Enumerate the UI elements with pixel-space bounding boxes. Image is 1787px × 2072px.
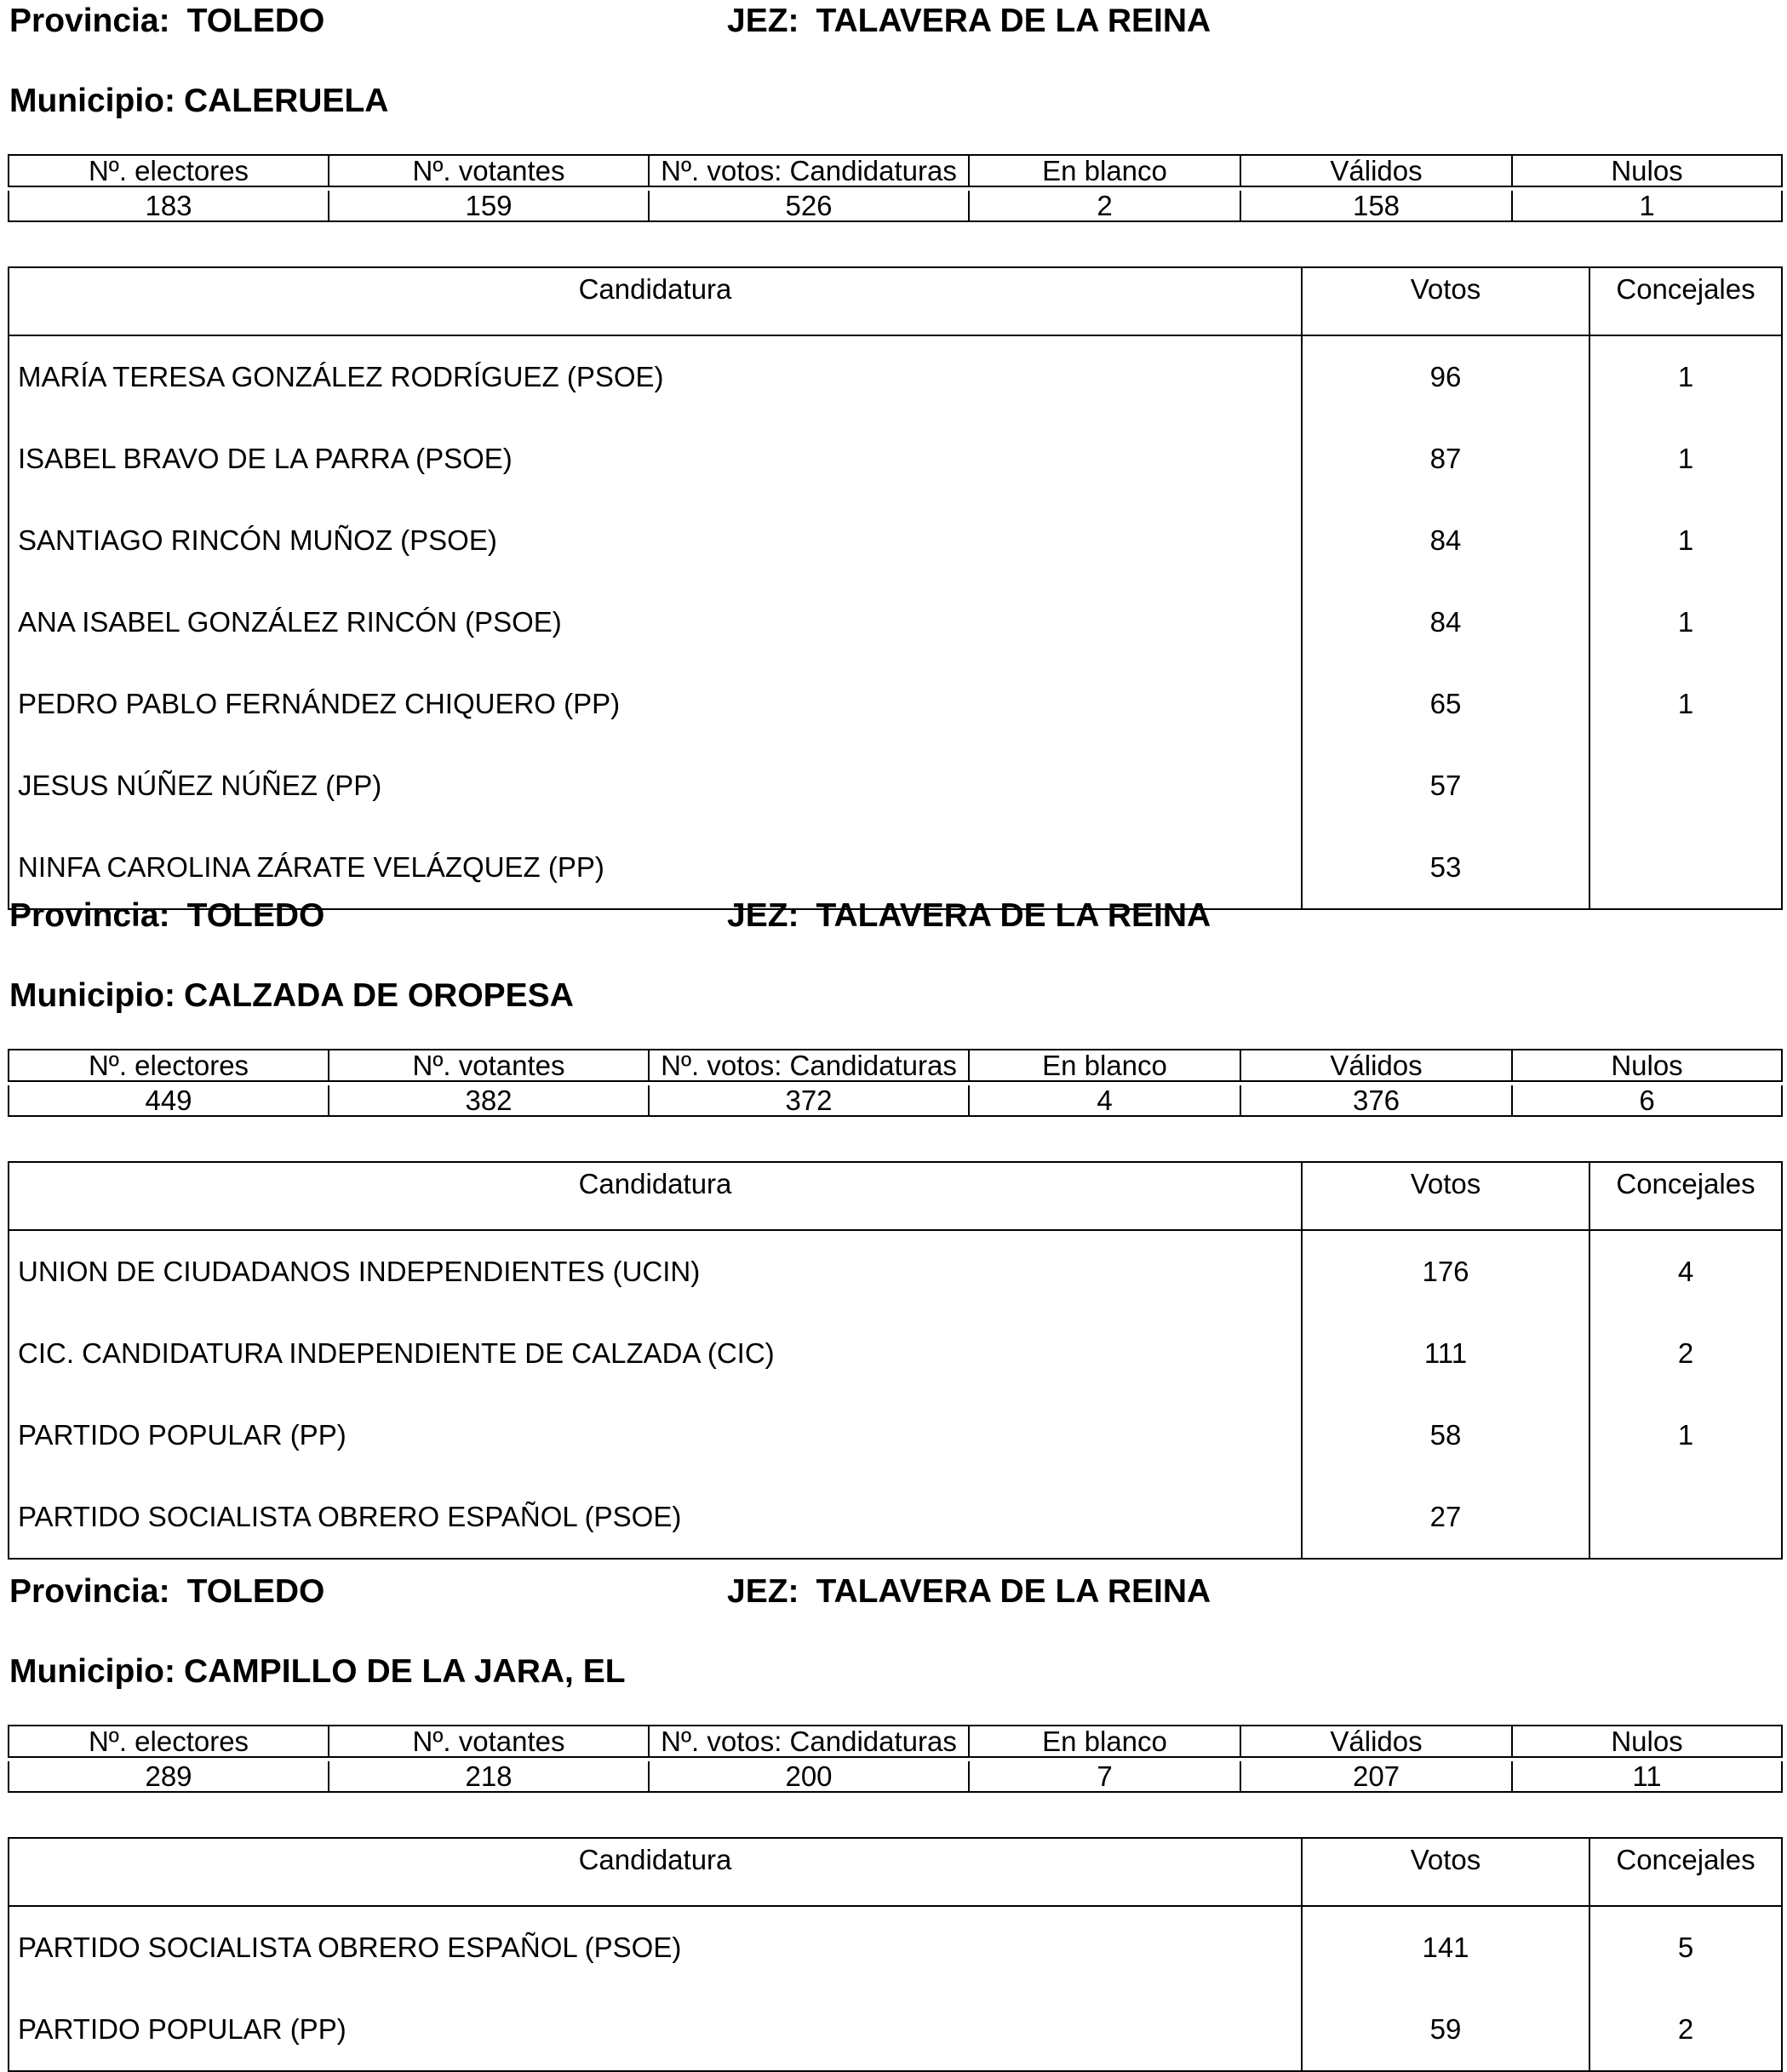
candidate-seats [1589, 827, 1782, 909]
stats-value-cell: 7 [969, 1761, 1240, 1792]
provincia-label: Provincia: [9, 3, 170, 39]
stats-header-cell: En blanco [969, 1050, 1240, 1081]
candidates-header-cell: Candidatura [9, 267, 1302, 335]
municipio-line [9, 975, 574, 1017]
stats-header-cell: Nº. electores [9, 1726, 329, 1757]
stats-value-cell: 526 [649, 191, 969, 221]
stats-header-cell: Nº. electores [9, 1050, 329, 1081]
stats-value-cell: 2 [969, 191, 1240, 221]
candidates-header-cell: Votos [1302, 1162, 1589, 1230]
candidates-header-row [9, 1838, 1782, 1906]
stats-header-cell: En blanco [969, 155, 1240, 186]
candidate-name: PARTIDO SOCIALISTA OBRERO ESPAÑOL (PSOE) [9, 1906, 1302, 1989]
municipio-label: Municipio: [9, 83, 175, 119]
stats-value-cell: 4 [969, 1085, 1240, 1116]
municipio-label: Municipio: [9, 977, 175, 1014]
stats-header-row [9, 1050, 1782, 1081]
jez-label: JEZ: [727, 3, 799, 39]
candidate-name: ANA ISABEL GONZÁLEZ RINCÓN (PSOE) [9, 581, 1302, 663]
candidate-votes: 65 [1302, 663, 1589, 745]
provincia-value: TOLEDO [186, 1573, 325, 1610]
municipio-label: Municipio: [9, 1653, 175, 1690]
stats-header-cell: Nº. votos: Candidaturas [649, 1050, 969, 1081]
jez-value: TALAVERA DE LA REINA [816, 1573, 1211, 1610]
jez-value: TALAVERA DE LA REINA [816, 897, 1211, 934]
stats-value-cell: 183 [9, 191, 329, 221]
candidate-seats: 1 [1589, 1394, 1782, 1476]
stats-values-row [9, 1761, 1782, 1792]
stats-value-cell: 207 [1240, 1761, 1512, 1792]
stats-header-cell: En blanco [969, 1726, 1240, 1757]
candidate-row [9, 1230, 1782, 1313]
candidate-votes: 53 [1302, 827, 1589, 909]
candidate-row [9, 1906, 1782, 1989]
stats-value-cell: 382 [329, 1085, 649, 1116]
stats-value-cell: 158 [1240, 191, 1512, 221]
candidate-votes: 58 [1302, 1394, 1589, 1476]
municipio-value: CAMPILLO DE LA JARA, EL [183, 1653, 626, 1690]
candidate-row [9, 418, 1782, 500]
candidate-seats: 5 [1589, 1906, 1782, 1989]
candidate-name: NINFA CAROLINA ZÁRATE VELÁZQUEZ (PP) [9, 827, 1302, 909]
candidate-name: PARTIDO SOCIALISTA OBRERO ESPAÑOL (PSOE) [9, 1476, 1302, 1559]
candidates-header-row [9, 1162, 1782, 1230]
candidate-votes: 27 [1302, 1476, 1589, 1559]
candidate-name: SANTIAGO RINCÓN MUÑOZ (PSOE) [9, 500, 1302, 581]
candidate-row [9, 335, 1782, 418]
candidate-name: PARTIDO POPULAR (PP) [9, 1989, 1302, 2071]
candidate-name: ISABEL BRAVO DE LA PARRA (PSOE) [9, 418, 1302, 500]
stats-header-cell: Nº. votantes [329, 1726, 649, 1757]
candidate-row [9, 1394, 1782, 1476]
provincia-line [9, 0, 324, 43]
candidates-header-cell: Concejales [1589, 267, 1782, 335]
candidates-header-cell: Candidatura [9, 1838, 1302, 1906]
stats-value-cell: 6 [1512, 1085, 1782, 1116]
municipio-line [9, 1651, 626, 1693]
stats-table [8, 1725, 1783, 1793]
stats-value-cell: 289 [9, 1761, 329, 1792]
candidates-header-row [9, 267, 1782, 335]
candidate-votes: 141 [1302, 1906, 1589, 1989]
candidate-seats: 2 [1589, 1989, 1782, 2071]
candidate-votes: 84 [1302, 500, 1589, 581]
candidate-name: MARÍA TERESA GONZÁLEZ RODRÍGUEZ (PSOE) [9, 335, 1302, 418]
stats-header-cell: Nº. electores [9, 155, 329, 186]
candidate-votes: 111 [1302, 1313, 1589, 1394]
candidate-name: PARTIDO POPULAR (PP) [9, 1394, 1302, 1476]
candidate-seats: 1 [1589, 418, 1782, 500]
stats-header-cell: Nº. votos: Candidaturas [649, 1726, 969, 1757]
candidate-seats: 1 [1589, 663, 1782, 745]
candidate-votes: 57 [1302, 745, 1589, 827]
candidate-row [9, 1989, 1782, 2071]
municipio-line [9, 80, 388, 123]
provincia-label: Provincia: [9, 1573, 170, 1610]
candidates-header-cell: Votos [1302, 1838, 1589, 1906]
stats-value-cell: 449 [9, 1085, 329, 1116]
candidate-votes: 84 [1302, 581, 1589, 663]
stats-header-cell: Nulos [1512, 1726, 1782, 1757]
candidate-row [9, 1476, 1782, 1559]
jez-label: JEZ: [727, 897, 799, 934]
jez-value: TALAVERA DE LA REINA [816, 3, 1211, 39]
stats-header-cell: Nº. votantes [329, 1050, 649, 1081]
stats-header-row [9, 1726, 1782, 1757]
provincia-value: TOLEDO [186, 897, 325, 934]
stats-header-row [9, 155, 1782, 186]
candidates-header-cell: Votos [1302, 267, 1589, 335]
municipio-value: CALZADA DE OROPESA [183, 977, 574, 1014]
municipio-value: CALERUELA [183, 83, 389, 119]
stats-header-cell: Nº. votos: Candidaturas [649, 155, 969, 186]
stats-values-row [9, 1085, 1782, 1116]
candidate-votes: 59 [1302, 1989, 1589, 2071]
candidates-table [8, 1837, 1783, 2072]
stats-header-cell: Válidos [1240, 1726, 1512, 1757]
candidate-name: PEDRO PABLO FERNÁNDEZ CHIQUERO (PP) [9, 663, 1302, 745]
candidate-name: CIC. CANDIDATURA INDEPENDIENTE DE CALZADA (CIC) [9, 1313, 1302, 1394]
jez-line [727, 0, 1211, 43]
stats-value-cell: 372 [649, 1085, 969, 1116]
candidates-table [8, 266, 1783, 910]
stats-table [8, 154, 1783, 222]
provincia-line [9, 1571, 324, 1613]
provincia-label: Provincia: [9, 897, 170, 934]
candidates-header-cell: Concejales [1589, 1162, 1782, 1230]
provincia-line [9, 895, 324, 937]
candidate-name: UNION DE CIUDADANOS INDEPENDIENTES (UCIN) [9, 1230, 1302, 1313]
candidate-seats: 2 [1589, 1313, 1782, 1394]
stats-value-cell: 200 [649, 1761, 969, 1792]
candidates-header-cell: Candidatura [9, 1162, 1302, 1230]
candidate-seats: 4 [1589, 1230, 1782, 1313]
stats-value-cell: 376 [1240, 1085, 1512, 1116]
stats-header-cell: Válidos [1240, 155, 1512, 186]
candidates-header-cell: Concejales [1589, 1838, 1782, 1906]
jez-line [727, 1571, 1211, 1613]
candidate-row [9, 500, 1782, 581]
candidate-votes: 87 [1302, 418, 1589, 500]
stats-value-cell: 159 [329, 191, 649, 221]
candidate-seats [1589, 1476, 1782, 1559]
candidate-row [9, 581, 1782, 663]
stats-table [8, 1049, 1783, 1117]
candidate-row [9, 663, 1782, 745]
stats-value-cell: 11 [1512, 1761, 1782, 1792]
stats-header-cell: Nulos [1512, 1050, 1782, 1081]
candidate-name: JESUS NÚÑEZ NÚÑEZ (PP) [9, 745, 1302, 827]
stats-header-cell: Nulos [1512, 155, 1782, 186]
candidate-seats: 1 [1589, 335, 1782, 418]
candidate-votes: 96 [1302, 335, 1589, 418]
candidate-row [9, 1313, 1782, 1394]
jez-label: JEZ: [727, 1573, 799, 1610]
candidate-votes: 176 [1302, 1230, 1589, 1313]
candidate-row [9, 745, 1782, 827]
stats-value-cell: 1 [1512, 191, 1782, 221]
candidates-table [8, 1161, 1783, 1560]
provincia-value: TOLEDO [186, 3, 325, 39]
stats-values-row [9, 191, 1782, 221]
stats-header-cell: Válidos [1240, 1050, 1512, 1081]
jez-line [727, 895, 1211, 937]
candidate-seats: 1 [1589, 581, 1782, 663]
stats-value-cell: 218 [329, 1761, 649, 1792]
stats-header-cell: Nº. votantes [329, 155, 649, 186]
candidate-seats [1589, 745, 1782, 827]
candidate-seats: 1 [1589, 500, 1782, 581]
